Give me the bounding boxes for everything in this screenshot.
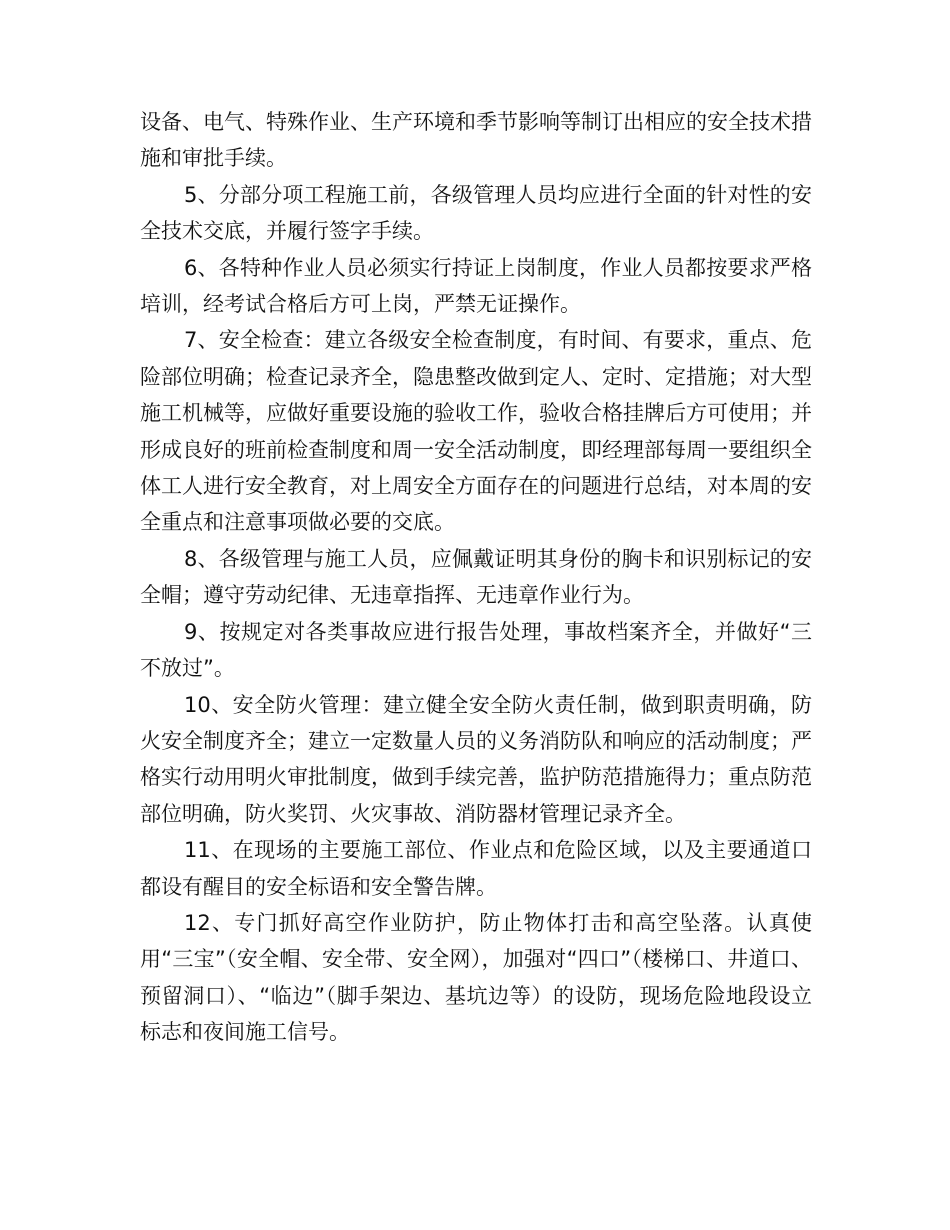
document-page (140, 104, 812, 1051)
paragraph-item-11: 11、在现场的主要施工部位、作业点和危险区域，以及主要通道口都设有醒目的安全标语和安全警告牌。 (140, 838, 812, 899)
paragraph-item-8: 8、各级管理与施工人员，应佩戴证明其身份的胸卡和识别标记的安全帽；遵守劳动纪律、无违章指挥、无违章作业行为。 (140, 546, 812, 608)
paragraph-item-9: 9、按规定对各类事故应进行报告处理，事故档案齐全，并做好“三不放过”。 (140, 619, 812, 681)
paragraph-item-10: 10、安全防火管理：建立健全安全防火责任制，做到职责明确，防火安全制度齐全；建立一定数量人员的义务消防队和响应的活动制度；严格实行动用明火审批制度，做到手续完善，监护防范措施得力；重点防范部位明确，防火奖罚、火灾事故、消防器材管理记录齐全。 (140, 692, 812, 826)
paragraph-item-6: 6、各特种作业人员必须实行持证上岗制度，作业人员都按要求严格培训，经考试合格后方可上岗，严禁无证操作。 (140, 255, 812, 317)
paragraph-item-5: 5、分部分项工程施工前，各级管理人员均应进行全面的针对性的安全技术交底，并履行签字手续。 (140, 182, 812, 244)
paragraph-continuation: 设备、电气、特殊作业、生产环境和季节影响等制订出相应的安全技术措施和审批手续。 (140, 110, 812, 171)
paragraph-item-7: 7、安全检查：建立各级安全检查制度，有时间、有要求，重点、危险部位明确；检查记录齐全，隐患整改做到定人、定时、定措施；对大型施工机械等，应做好重要设施的验收工作，验收合格挂牌后方可使用；并形成良好的班前检查制度和周一安全活动制度，即经理部每周一要组织全体工人进行安全教育，对上周安全方面存在的问题进行总结，对本周的安全重点和注意事项做必要的交底。 (140, 328, 812, 535)
paragraph-item-12: 12、专门抓好高空作业防护，防止物体打击和高空坠落。认真使用“三宝”（安全帽、安全带、安全网），加强对“四口”（楼梯口、井道口、预留洞口）、“临边”（脚手架边、基坑边等）的设防，现场危险地段设立标志和夜间施工信号。 (140, 910, 812, 1045)
